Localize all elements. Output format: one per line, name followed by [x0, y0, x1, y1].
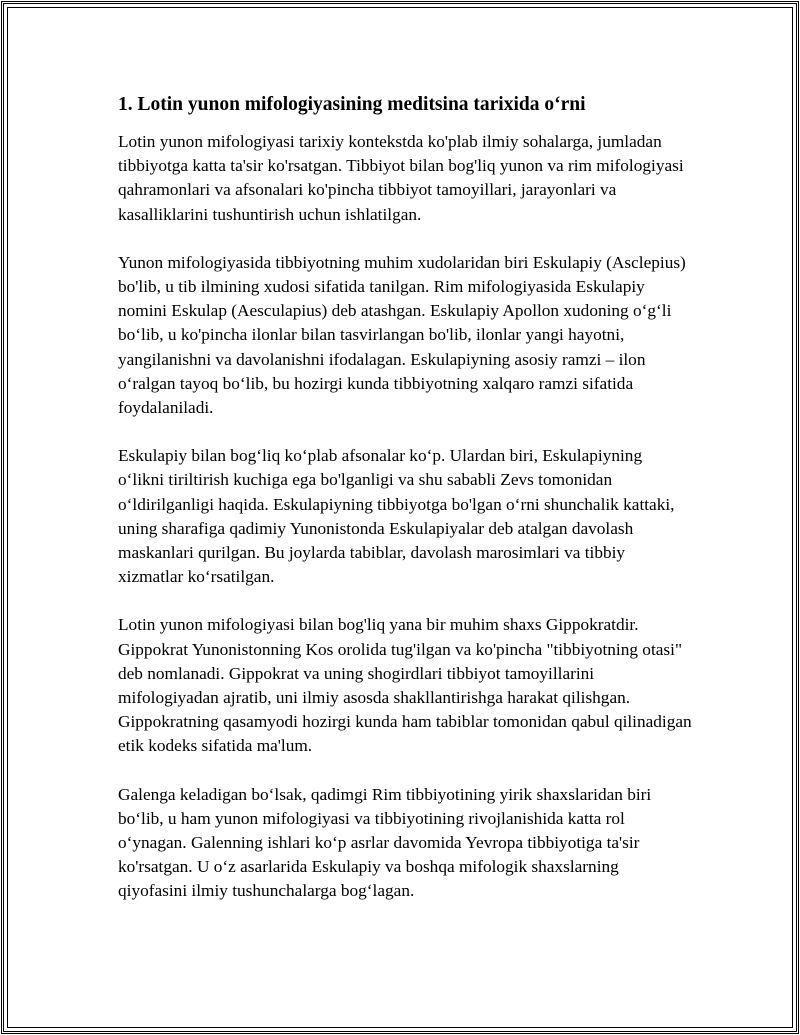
paragraph-5: Galenga keladigan bo‘lsak, qadimgi Rim tibbiyotining yirik shaxslaridan biri bo‘lib, u ham yunon mifologiyasi va tibbiyotining rivojlanishida katta rol o‘ynagan. Galenning ishlari ko‘p asrlar davomida Yevropa tibbiyotiga ta'sir ko'rsatgan. U o‘z asarlarida Eskulapiy va boshqa mifologik shaxslarning qiyofasini ilmiy tushunchalarga bog‘lagan. — [118, 784, 652, 901]
paragraph-1: Lotin yunon mifologiyasi tarixiy kontekstda ko'plab ilmiy sohalarga, jumladan tibbiyotga katta ta'sir ko'rsatgan. Tibbiyot bilan bog'liq yunon va rim mifologiyasi qahramonlari va afsonalari ko'pincha tibbiyot tamoyillari, jarayonlari va kasalliklarini tushuntirish uchun ishlatilgan. — [118, 132, 684, 224]
paragraph-3: Eskulapiy bilan bog‘liq ko‘plab afsonalar ko‘p. Ulardan biri, Eskulapiyning o‘likni tiriltirish kuchiga ega bo'lganligi va shu sababli Zevs tomonidan o‘ldirilganligi haqida. Eskulapiyning tibbiyotga bo'lgan o‘rni shunchalik kattaki, uning sharafiga qadimiy Yunonistonda Eskulapiyalar deb atalgan davolash maskanlari qurilgan. Bu joylarda tabiblar, davolash marosimlari va tibbiy xizmatlar ko‘rsatilgan. — [118, 446, 675, 587]
paragraph-4: Lotin yunon mifologiyasi bilan bog'liq yana bir muhim shaxs Gippokratdir. Gippokrat Yunonistonning Kos orolida tug'ilgan va ko'pincha "tibbiyotning otasi" deb nomlanadi. Gippokrat va uning shogirdlari tibbiyot tamoyillarini mifologiyadan ajratib, uni ilmiy asosda shakllantirishga harakat qilishgan. Gippokratning qasamyodi hozirgi kunda ham tabiblar tomonidan qabul qilinadigan etik kodeks sifatida ma'lum. — [118, 615, 692, 756]
paragraph-2: Yunon mifologiyasida tibbiyotning muhim xudolaridan biri Eskulapiy (Asclepius) bo'lib, u tib ilmining xudosi sifatida tanilgan. Rim mifologiyasida Eskulapiy nomini Eskulap (Aesculapius) deb atashgan. Eskulapiy Apollon xudoning o‘g‘li bo‘lib, u ko'pincha ilonlar bilan tasvirlangan bo'lib, ilonlar yangi hayotni, yangilanishni va davolanishni ifodalagan. Eskulapiyning asosiy ramzi – ilon o‘ralgan tayoq bo‘lib, bu hozirgi kunda tibbiyotning xalqaro ramzi sifatida foydalaniladi. — [118, 252, 686, 418]
section-heading: 1. Lotin yunon mifologiyasining meditsina tarixida o‘rni — [118, 94, 586, 115]
document-body — [118, 92, 692, 928]
